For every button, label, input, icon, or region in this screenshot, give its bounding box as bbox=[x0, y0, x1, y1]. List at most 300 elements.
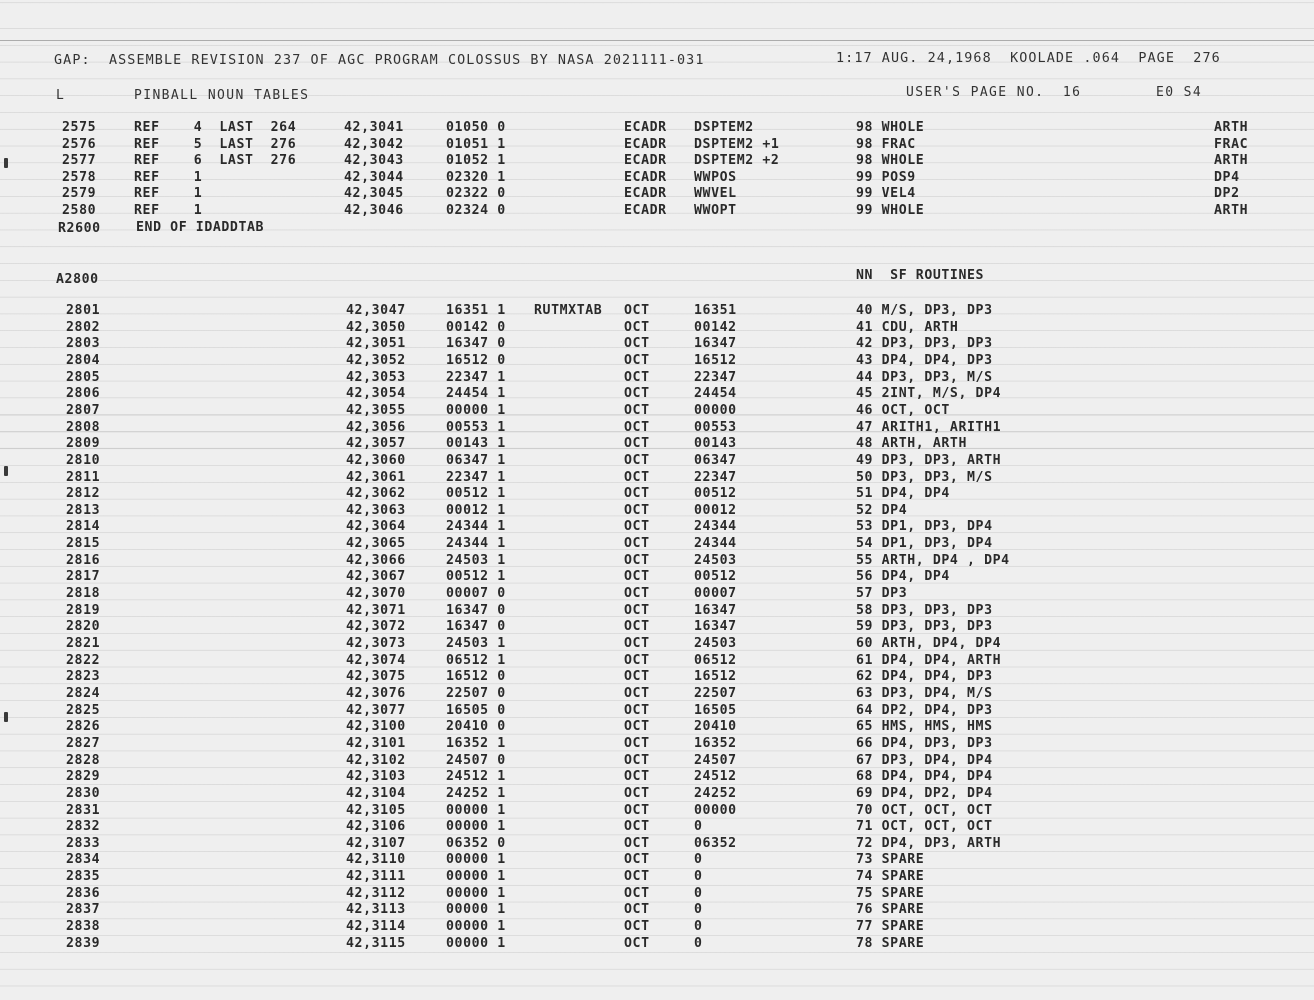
address: 42,3100 bbox=[346, 719, 406, 735]
table-row bbox=[0, 337, 1314, 354]
line-number: 2820 bbox=[66, 619, 101, 635]
line-number: 2803 bbox=[66, 336, 101, 352]
octal-value: 16512 bbox=[694, 669, 737, 685]
opcode: OCT bbox=[624, 636, 650, 651]
noun-comment: 78 SPARE bbox=[856, 935, 925, 951]
line-number: 2810 bbox=[66, 452, 101, 468]
table-row bbox=[0, 770, 1314, 787]
address: 42,3102 bbox=[346, 752, 406, 768]
noun-comment: 55 ARTH, DP4 , DP4 bbox=[856, 552, 1010, 568]
address: 42,3103 bbox=[346, 769, 406, 785]
line-number: 2579 bbox=[62, 186, 97, 202]
noun-comment: 57 DP3 bbox=[856, 586, 908, 602]
table-row bbox=[0, 121, 1314, 138]
table-row bbox=[0, 404, 1314, 421]
word-value: 00007 0 bbox=[446, 586, 506, 602]
operand: DSPTEM2 +1 bbox=[694, 136, 780, 152]
word-value: 16352 1 bbox=[446, 735, 506, 751]
line-number: 2578 bbox=[62, 169, 97, 185]
word-value: 24512 1 bbox=[446, 769, 506, 785]
opcode: ECADR bbox=[624, 136, 667, 152]
octal-value: 24252 bbox=[694, 785, 737, 801]
opcode: OCT bbox=[624, 386, 650, 402]
word-value: 00000 1 bbox=[446, 885, 506, 901]
line-number: 2823 bbox=[66, 669, 101, 685]
word-value: 00000 1 bbox=[446, 402, 506, 418]
octal-value: 06512 bbox=[694, 652, 737, 668]
address: 42,3051 bbox=[346, 336, 406, 352]
noun-comment: 48 ARTH, ARTH bbox=[856, 436, 968, 452]
word-value: 01051 1 bbox=[446, 136, 506, 152]
address: 42,3057 bbox=[346, 436, 406, 452]
octal-value: 00143 bbox=[694, 436, 737, 452]
line-number: 2836 bbox=[66, 885, 101, 901]
table-row bbox=[0, 670, 1314, 687]
noun-comment: 99 POS9 bbox=[856, 169, 916, 185]
octal-value: 22347 bbox=[694, 469, 737, 485]
octal-value: 06352 bbox=[694, 835, 737, 851]
opcode: OCT bbox=[624, 652, 650, 668]
line-number: 2807 bbox=[66, 402, 101, 418]
table-row bbox=[0, 487, 1314, 504]
line-number: 2824 bbox=[66, 685, 101, 701]
opcode: OCT bbox=[624, 502, 650, 518]
address: 42,3056 bbox=[346, 419, 406, 435]
line-number: 2812 bbox=[66, 486, 101, 502]
noun-comment: 77 SPARE bbox=[856, 919, 925, 935]
noun-comment: 53 DP1, DP3, DP4 bbox=[856, 519, 993, 535]
octal-value: 00512 bbox=[694, 486, 737, 502]
octal-value: 00142 bbox=[694, 319, 737, 335]
address: 42,3101 bbox=[346, 735, 406, 751]
word-value: 22347 1 bbox=[446, 469, 506, 485]
address: 42,3072 bbox=[346, 619, 406, 635]
word-value: 01050 0 bbox=[446, 120, 506, 135]
address: 42,3054 bbox=[346, 386, 406, 402]
noun-comment: 61 DP4, DP4, ARTH bbox=[856, 652, 1002, 668]
octal-value: 16512 bbox=[694, 352, 737, 368]
word-value: 01052 1 bbox=[446, 153, 506, 169]
line-number: 2825 bbox=[66, 702, 101, 718]
table-row bbox=[0, 804, 1314, 821]
address: 42,3062 bbox=[346, 486, 406, 502]
line-number: 2833 bbox=[66, 835, 101, 851]
table-row bbox=[0, 737, 1314, 754]
line-number: 2817 bbox=[66, 569, 101, 585]
table-row bbox=[0, 853, 1314, 870]
opcode: OCT bbox=[624, 486, 650, 502]
octal-value: 00553 bbox=[694, 419, 737, 435]
octal-value: 0 bbox=[694, 902, 703, 918]
address: 42,3077 bbox=[346, 702, 406, 718]
word-value: 24503 1 bbox=[446, 636, 506, 651]
octal-value: 16351 bbox=[694, 303, 737, 318]
users-page: USER'S PAGE NO. 16 bbox=[906, 85, 1082, 100]
octal-value: 0 bbox=[694, 935, 703, 951]
octal-value: 00000 bbox=[694, 802, 737, 818]
word-value: 24252 1 bbox=[446, 785, 506, 801]
noun-comment: 44 DP3, DP3, M/S bbox=[856, 369, 993, 385]
table-row bbox=[0, 604, 1314, 621]
word-value: 02322 0 bbox=[446, 186, 506, 202]
word-value: 24344 1 bbox=[446, 536, 506, 552]
operand: WWOPT bbox=[694, 203, 737, 218]
word-value: 06352 0 bbox=[446, 835, 506, 851]
line-number: 2575 bbox=[62, 120, 97, 135]
word-value: 16347 0 bbox=[446, 602, 506, 618]
opcode: OCT bbox=[624, 835, 650, 851]
address: 42,3041 bbox=[344, 120, 404, 135]
line-number: 2826 bbox=[66, 719, 101, 735]
octal-value: 22347 bbox=[694, 369, 737, 385]
opcode: OCT bbox=[624, 519, 650, 535]
octal-value: 24512 bbox=[694, 769, 737, 785]
noun-comment: 49 DP3, DP3, ARTH bbox=[856, 452, 1002, 468]
octal-value: 0 bbox=[694, 885, 703, 901]
address: 42,3111 bbox=[346, 869, 406, 885]
table-row bbox=[0, 187, 1314, 204]
octal-value: 24344 bbox=[694, 536, 737, 552]
opcode: ECADR bbox=[624, 186, 667, 202]
octal-value: 00000 bbox=[694, 402, 737, 418]
noun-comment: 67 DP3, DP4, DP4 bbox=[856, 752, 993, 768]
opcode: OCT bbox=[624, 303, 650, 318]
table-row bbox=[0, 820, 1314, 837]
table-row bbox=[0, 354, 1314, 371]
opcode: ECADR bbox=[624, 203, 667, 218]
address: 42,3115 bbox=[346, 935, 406, 951]
table-row bbox=[0, 687, 1314, 704]
opcode: OCT bbox=[624, 536, 650, 552]
address: 42,3113 bbox=[346, 902, 406, 918]
address: 42,3060 bbox=[346, 452, 406, 468]
address: 42,3106 bbox=[346, 819, 406, 835]
octal-value: 0 bbox=[694, 819, 703, 835]
line-number: 2822 bbox=[66, 652, 101, 668]
header-right: 1:17 AUG. 24,1968 KOOLADE .064 PAGE 276 bbox=[836, 51, 1221, 66]
line-number: 2816 bbox=[66, 552, 101, 568]
line-number: 2801 bbox=[66, 303, 101, 318]
opcode: ECADR bbox=[624, 120, 667, 135]
address: 42,3076 bbox=[346, 685, 406, 701]
opcode: OCT bbox=[624, 619, 650, 635]
noun-comment: 46 OCT, OCT bbox=[856, 402, 950, 418]
noun-comment: 60 ARTH, DP4, DP4 bbox=[856, 636, 1002, 651]
end-text: END OF IDADDTAB bbox=[136, 220, 265, 235]
octal-value: 24503 bbox=[694, 636, 737, 651]
table-row bbox=[0, 870, 1314, 887]
word-value: 24507 0 bbox=[446, 752, 506, 768]
line-number: 2819 bbox=[66, 602, 101, 618]
opcode: OCT bbox=[624, 935, 650, 951]
address: 42,3044 bbox=[344, 169, 404, 185]
table-row bbox=[0, 837, 1314, 854]
opcode: OCT bbox=[624, 735, 650, 751]
opcode: OCT bbox=[624, 869, 650, 885]
line-number: 2804 bbox=[66, 352, 101, 368]
line-number: 2806 bbox=[66, 386, 101, 402]
line-number: 2818 bbox=[66, 586, 101, 602]
section-title: NN SF ROUTINES bbox=[856, 268, 985, 283]
opcode: ECADR bbox=[624, 169, 667, 185]
table-row bbox=[0, 937, 1314, 954]
noun-comment: 68 DP4, DP4, DP4 bbox=[856, 769, 993, 785]
subheader-col: L bbox=[56, 88, 66, 103]
opcode: OCT bbox=[624, 852, 650, 868]
opcode: OCT bbox=[624, 785, 650, 801]
word-value: 00000 1 bbox=[446, 869, 506, 885]
word-value: 00000 1 bbox=[446, 902, 506, 918]
noun-comment: 62 DP4, DP4, DP3 bbox=[856, 669, 993, 685]
table-row bbox=[0, 620, 1314, 637]
octal-value: 0 bbox=[694, 869, 703, 885]
noun-comment: 66 DP4, DP3, DP3 bbox=[856, 735, 993, 751]
octal-value: 00012 bbox=[694, 502, 737, 518]
table-row bbox=[0, 704, 1314, 721]
noun-comment: 72 DP4, DP3, ARTH bbox=[856, 835, 1002, 851]
table-row bbox=[0, 787, 1314, 804]
line-number: 2839 bbox=[66, 935, 101, 951]
line-number: 2805 bbox=[66, 369, 101, 385]
line-number: 2802 bbox=[66, 319, 101, 335]
address: 42,3053 bbox=[346, 369, 406, 385]
opcode: OCT bbox=[624, 452, 650, 468]
opcode: OCT bbox=[624, 802, 650, 818]
line-number: 2828 bbox=[66, 752, 101, 768]
word-value: 00000 1 bbox=[446, 935, 506, 951]
noun-comment: 98 WHOLE bbox=[856, 120, 925, 135]
opcode: OCT bbox=[624, 602, 650, 618]
table-row bbox=[0, 421, 1314, 438]
scale-type: DP4 bbox=[1214, 169, 1240, 185]
noun-comment: 99 VEL4 bbox=[856, 186, 916, 202]
noun-comment: 98 FRAC bbox=[856, 136, 916, 152]
noun-comment: 54 DP1, DP3, DP4 bbox=[856, 536, 993, 552]
line-number: 2838 bbox=[66, 919, 101, 935]
table-row bbox=[0, 304, 1314, 321]
table-row bbox=[0, 637, 1314, 654]
scale-type: ARTH bbox=[1214, 153, 1249, 169]
opcode: OCT bbox=[624, 685, 650, 701]
ref-info: REF 5 LAST 276 bbox=[134, 136, 297, 152]
line-number: 2834 bbox=[66, 852, 101, 868]
octal-value: 0 bbox=[694, 919, 703, 935]
address: 42,3046 bbox=[344, 203, 404, 218]
word-value: 16347 0 bbox=[446, 336, 506, 352]
noun-comment: 45 2INT, M/S, DP4 bbox=[856, 386, 1002, 402]
table-row bbox=[0, 321, 1314, 338]
opcode: OCT bbox=[624, 885, 650, 901]
table-row bbox=[0, 171, 1314, 188]
address: 42,3066 bbox=[346, 552, 406, 568]
octal-value: 00007 bbox=[694, 586, 737, 602]
table-row bbox=[0, 471, 1314, 488]
table-row bbox=[0, 138, 1314, 155]
header-left: GAP: ASSEMBLE REVISION 237 OF AGC PROGRAM COLOSSUS BY NASA 2021111-031 bbox=[54, 53, 705, 68]
operand: DSPTEM2 bbox=[694, 120, 754, 135]
address: 42,3107 bbox=[346, 835, 406, 851]
opcode: OCT bbox=[624, 669, 650, 685]
address: 42,3055 bbox=[346, 402, 406, 418]
word-value: 24454 1 bbox=[446, 386, 506, 402]
noun-comment: 76 SPARE bbox=[856, 902, 925, 918]
address: 42,3052 bbox=[346, 352, 406, 368]
table-row bbox=[0, 554, 1314, 571]
table-row bbox=[0, 887, 1314, 904]
section-start-line: A2800 bbox=[56, 272, 99, 287]
noun-comment: 40 M/S, DP3, DP3 bbox=[856, 303, 993, 318]
opcode: OCT bbox=[624, 369, 650, 385]
word-value: 06512 1 bbox=[446, 652, 506, 668]
address: 42,3064 bbox=[346, 519, 406, 535]
opcode: OCT bbox=[624, 752, 650, 768]
table-row bbox=[0, 371, 1314, 388]
noun-comment: 42 DP3, DP3, DP3 bbox=[856, 336, 993, 352]
octal-value: 0 bbox=[694, 852, 703, 868]
octal-value: 24454 bbox=[694, 386, 737, 402]
table-row bbox=[0, 387, 1314, 404]
word-value: 16512 0 bbox=[446, 669, 506, 685]
address: 42,3050 bbox=[346, 319, 406, 335]
noun-comment: 43 DP4, DP4, DP3 bbox=[856, 352, 993, 368]
opcode: OCT bbox=[624, 352, 650, 368]
noun-comment: 58 DP3, DP3, DP3 bbox=[856, 602, 993, 618]
word-value: 24344 1 bbox=[446, 519, 506, 535]
word-value: 22347 1 bbox=[446, 369, 506, 385]
word-value: 00000 1 bbox=[446, 802, 506, 818]
line-number: 2580 bbox=[62, 203, 97, 218]
address: 42,3063 bbox=[346, 502, 406, 518]
table-row bbox=[0, 587, 1314, 604]
scale-type: ARTH bbox=[1214, 203, 1249, 218]
word-value: 16505 0 bbox=[446, 702, 506, 718]
opcode: OCT bbox=[624, 469, 650, 485]
opcode: OCT bbox=[624, 319, 650, 335]
octal-value: 00512 bbox=[694, 569, 737, 585]
word-value: 00142 0 bbox=[446, 319, 506, 335]
address: 42,3074 bbox=[346, 652, 406, 668]
symbol-label: RUTMXTAB bbox=[534, 303, 603, 318]
noun-comment: 63 DP3, DP4, M/S bbox=[856, 685, 993, 701]
noun-comment: 98 WHOLE bbox=[856, 153, 925, 169]
opcode: OCT bbox=[624, 436, 650, 452]
scale-type: ARTH bbox=[1214, 120, 1249, 135]
address: 42,3105 bbox=[346, 802, 406, 818]
noun-comment: 69 DP4, DP2, DP4 bbox=[856, 785, 993, 801]
ref-info: REF 1 bbox=[134, 186, 203, 202]
word-value: 02324 0 bbox=[446, 203, 506, 218]
octal-value: 20410 bbox=[694, 719, 737, 735]
opcode: OCT bbox=[624, 336, 650, 352]
octal-value: 16347 bbox=[694, 619, 737, 635]
octal-value: 16505 bbox=[694, 702, 737, 718]
line-number: 2821 bbox=[66, 636, 101, 651]
operand: DSPTEM2 +2 bbox=[694, 153, 780, 169]
octal-value: 06347 bbox=[694, 452, 737, 468]
noun-comment: 74 SPARE bbox=[856, 869, 925, 885]
address: 42,3042 bbox=[344, 136, 404, 152]
table-row bbox=[0, 520, 1314, 537]
word-value: 00512 1 bbox=[446, 569, 506, 585]
address: 42,3075 bbox=[346, 669, 406, 685]
line-number: 2576 bbox=[62, 136, 97, 152]
noun-comment: 65 HMS, HMS, HMS bbox=[856, 719, 993, 735]
address: 42,3070 bbox=[346, 586, 406, 602]
line-number: 2832 bbox=[66, 819, 101, 835]
line-number: 2577 bbox=[62, 153, 97, 169]
octal-value: 16352 bbox=[694, 735, 737, 751]
octal-value: 24507 bbox=[694, 752, 737, 768]
line-number: 2814 bbox=[66, 519, 101, 535]
scale-type: FRAC bbox=[1214, 136, 1249, 152]
word-value: 00012 1 bbox=[446, 502, 506, 518]
address: 42,3067 bbox=[346, 569, 406, 585]
ref-info: REF 1 bbox=[134, 169, 203, 185]
word-value: 00000 1 bbox=[446, 852, 506, 868]
line-number: 2815 bbox=[66, 536, 101, 552]
word-value: 22507 0 bbox=[446, 685, 506, 701]
noun-comment: 99 WHOLE bbox=[856, 203, 925, 218]
line-number: 2837 bbox=[66, 902, 101, 918]
address: 42,3104 bbox=[346, 785, 406, 801]
noun-comment: 56 DP4, DP4 bbox=[856, 569, 950, 585]
page-code: E0 S4 bbox=[1156, 85, 1203, 100]
table-row bbox=[0, 437, 1314, 454]
address: 42,3047 bbox=[346, 303, 406, 318]
opcode: OCT bbox=[624, 902, 650, 918]
scale-type: DP2 bbox=[1214, 186, 1240, 202]
table-row bbox=[0, 654, 1314, 671]
line-number: 2808 bbox=[66, 419, 101, 435]
word-value: 02320 1 bbox=[446, 169, 506, 185]
listing-title: PINBALL NOUN TABLES bbox=[134, 88, 310, 103]
noun-comment: 75 SPARE bbox=[856, 885, 925, 901]
table-row bbox=[0, 154, 1314, 171]
noun-comment: 47 ARITH1, ARITH1 bbox=[856, 419, 1002, 435]
word-value: 00512 1 bbox=[446, 486, 506, 502]
table-row bbox=[0, 537, 1314, 554]
noun-comment: 51 DP4, DP4 bbox=[856, 486, 950, 502]
address: 42,3073 bbox=[346, 636, 406, 651]
octal-value: 16347 bbox=[694, 602, 737, 618]
noun-comment: 59 DP3, DP3, DP3 bbox=[856, 619, 993, 635]
word-value: 20410 0 bbox=[446, 719, 506, 735]
address: 42,3045 bbox=[344, 186, 404, 202]
address: 42,3114 bbox=[346, 919, 406, 935]
word-value: 24503 1 bbox=[446, 552, 506, 568]
operand: WWVEL bbox=[694, 186, 737, 202]
table-row bbox=[0, 570, 1314, 587]
word-value: 00000 1 bbox=[446, 819, 506, 835]
word-value: 16512 0 bbox=[446, 352, 506, 368]
word-value: 00000 1 bbox=[446, 919, 506, 935]
table-row bbox=[0, 720, 1314, 737]
table-row bbox=[0, 920, 1314, 937]
opcode: OCT bbox=[624, 402, 650, 418]
table-row bbox=[0, 754, 1314, 771]
line-number: 2827 bbox=[66, 735, 101, 751]
line-number: 2811 bbox=[66, 469, 101, 485]
opcode: OCT bbox=[624, 819, 650, 835]
opcode: OCT bbox=[624, 702, 650, 718]
noun-comment: 64 DP2, DP4, DP3 bbox=[856, 702, 993, 718]
noun-comment: 41 CDU, ARTH bbox=[856, 319, 959, 335]
table-row bbox=[0, 204, 1314, 221]
word-value: 16351 1 bbox=[446, 303, 506, 318]
opcode: OCT bbox=[624, 769, 650, 785]
noun-comment: 50 DP3, DP3, M/S bbox=[856, 469, 993, 485]
operand: WWPOS bbox=[694, 169, 737, 185]
